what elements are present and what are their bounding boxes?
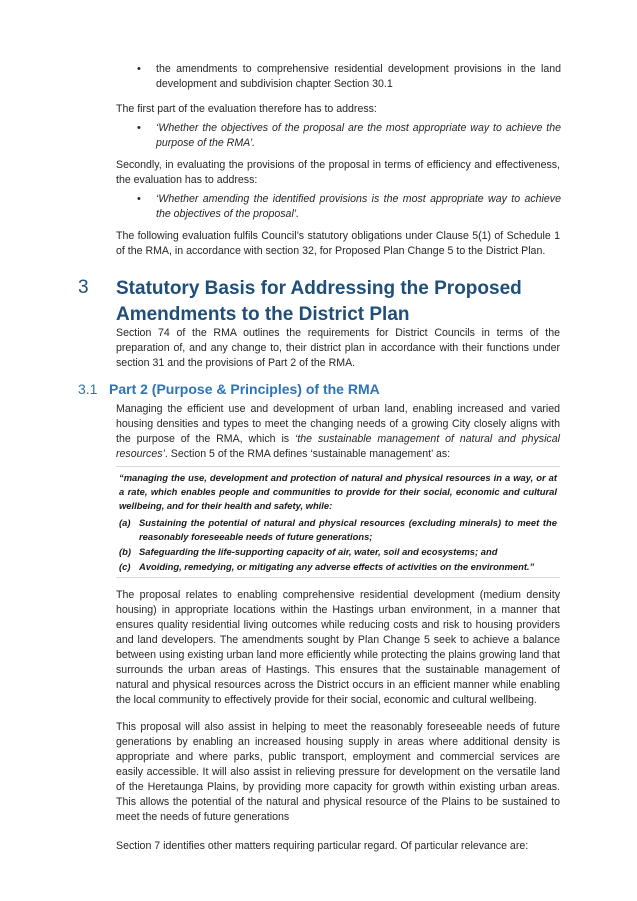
paragraph: Section 74 of the RMA outlines the requirements for District Councils in terms of the preparation of, and any change to, their district plan in accordance with their functions under section 31 and the provisions of Part 2 of the RMA. — [116, 327, 560, 369]
quote-item-label: (c) — [119, 561, 131, 572]
bullet-marker: • — [137, 193, 141, 205]
paragraph: This proposal will also assist in helping to meet the reasonably foreseeable needs of future generations by enabling an increased housing supply in areas where additional density is appropriate and where parks, public transport, employment and commercial services are easily accessible. It will also assist in relieving pressure for development on the versatile land of the Heretaunga Plains, by providing more capacity for growth within existing urban areas. This allows the potential of the natural and physical resource of the Plains to be sustained to meet the needs of future generations — [116, 721, 560, 823]
quote-item: Safeguarding the life-supporting capacity of air, water, soil and ecosystems; and — [139, 546, 498, 557]
bullet-marker: • — [137, 63, 141, 75]
bullet-item: ‘Whether the objectives of the proposal are the most appropriate way to achieve the purpose of the RMA’. — [156, 122, 561, 149]
paragraph: The first part of the evaluation therefore has to address: — [116, 103, 377, 115]
section-number: 3 — [78, 277, 89, 298]
bullet-marker: • — [137, 122, 141, 134]
paragraph: The following evaluation fulfils Council’s statutory obligations under Clause 5(1) of Schedule 1 of the RMA, in accordance with section 32, for Proposed Plan Change 5 to the District Plan. — [116, 230, 560, 257]
bullet-item: ‘Whether amending the identified provisions is the most appropriate way to achieve the objectives of the proposal’. — [156, 193, 561, 220]
subsection-number: 3.1 — [78, 381, 98, 397]
quote-item: Sustaining the potential of natural and physical resources (excluding minerals) to meet the reasonably foreseeable needs of future generations; — [139, 517, 557, 542]
paragraph: Section 7 identifies other matters requiring particular regard. Of particular relevance are: — [116, 840, 529, 852]
bullet-item: the amendments to comprehensive residential development provisions in the land development and subdivision chapter Section 30.1 — [156, 63, 561, 90]
quote-item-label: (b) — [119, 546, 131, 557]
paragraph: The proposal relates to enabling comprehensive residential development (medium density housing) in appropriate locations within the Hastings urban environment, in a manner that ensures quality residential living outcomes while reducing costs and risk to housing providers and land developers. The amendments sought by Plan Change 5 seek to achieve a balance between using existing urban land more efficiently while protecting the plains growing land that surrounds the urban areas of Hastings. This ensures that the sustainable management of natural and physical resources across the District occurs in an efficient manner while enabling the local community to effectively provide for their social, economic and cultural wellbeing. — [116, 589, 560, 706]
subsection-heading: Part 2 (Purpose & Principles) of the RMA — [109, 381, 380, 397]
paragraph: Secondly, in evaluating the provisions of the proposal in terms of efficiency and effectiveness, the evaluation has to address: — [116, 159, 560, 186]
quote-intro: “managing the use, development and protection of natural and physical resources in a way, or at a rate, which enables people and communities to provide for their social, economic and cultural wellbeing, and for their health and safety, while: — [119, 472, 557, 511]
section-heading: Statutory Basis for Addressing the Proposed Amendments to the District Plan — [116, 278, 522, 325]
quote-item-label: (a) — [119, 517, 131, 528]
quote-item: Avoiding, remedying, or mitigating any adverse effects of activities on the environment.” — [139, 561, 535, 572]
paragraph: Managing the efficient use and development of urban land, enabling increased and varied housing densities and types to meet the changing needs of a growing City closely aligns with the purpose of the RMA, which is ‘the sustainable management of natural and physical resources’. Section 5 of the RMA defines ‘sustainable management’ as: — [116, 403, 560, 460]
